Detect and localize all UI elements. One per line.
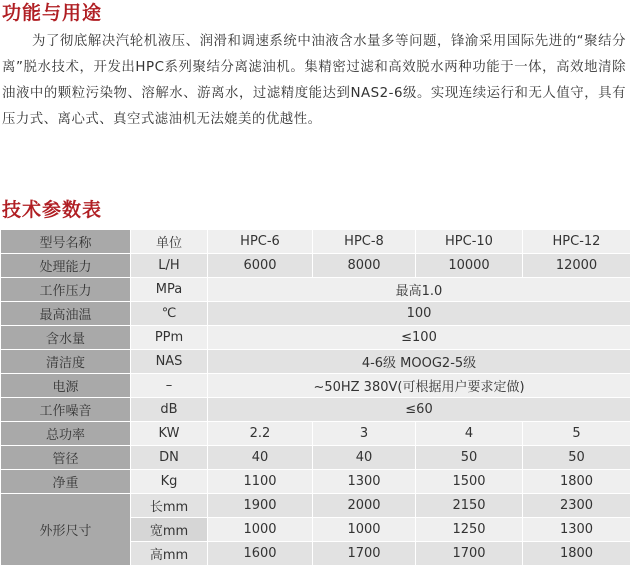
row-value-cell: 100: [208, 302, 630, 326]
table-row-water: [1, 326, 630, 350]
row-value-cell: 5: [523, 422, 630, 446]
row-label-cell: 电源: [1, 374, 131, 398]
row-unit-cell: Kg: [131, 470, 208, 494]
row-unit-cell: 长mm: [131, 494, 208, 518]
row-value-cell: 50: [416, 446, 523, 470]
table-row-cleanliness: [1, 350, 630, 374]
row-label-cell: 工作噪音: [1, 398, 131, 422]
row-value-cell: 1500: [416, 470, 523, 494]
row-value-cell: 1800: [523, 470, 630, 494]
header-model-cell: HPC-8: [313, 230, 416, 254]
row-label-cell: 处理能力: [1, 254, 131, 278]
row-value-cell: 12000: [523, 254, 630, 278]
row-value-cell: ≤100: [208, 326, 630, 350]
row-value-cell: 1900: [208, 494, 313, 518]
row-value-cell: 1700: [313, 542, 416, 566]
row-unit-cell: KW: [131, 422, 208, 446]
row-label-cell: 最高油温: [1, 302, 131, 326]
row-value-cell: 40: [208, 446, 313, 470]
row-value-cell: 1300: [313, 470, 416, 494]
row-value-cell: ≤60: [208, 398, 630, 422]
row-value-cell: 10000: [416, 254, 523, 278]
row-label-cell: 净重: [1, 470, 131, 494]
row-value-cell: 1000: [208, 518, 313, 542]
row-label-cell: 总功率: [1, 422, 131, 446]
row-value-cell: 1250: [416, 518, 523, 542]
table-row-pipe: [1, 446, 630, 470]
header-model-cell: HPC-10: [416, 230, 523, 254]
row-unit-cell: ℃: [131, 302, 208, 326]
header-model-cell: HPC-12: [523, 230, 630, 254]
table-row-total-power: [1, 422, 630, 446]
row-label-cell: 外形尺寸: [1, 494, 131, 566]
row-unit-cell: –: [131, 374, 208, 398]
row-value-cell: 40: [313, 446, 416, 470]
row-value-cell: 2300: [523, 494, 630, 518]
intro-paragraph: 为了彻底解决汽轮机液压、润滑和调速系统中油液含水量多等问题，锋渝采用国际先进的“聚结分离”脱水技术，开发出HPC系列聚结分离滤油机。集精密过滤和高效脱水两种功能于一体，高效地清除油液中的颗粒污染物、溶解水、游离水，过滤精度能达到NAS2-6级。实现连续运行和无人值守，具有压力式、离心式、真空式滤油机无法媲美的优越性。: [2, 34, 626, 127]
row-label-cell: 清洁度: [1, 350, 131, 374]
header-label-cell: 型号名称: [1, 230, 131, 254]
row-value-cell: 50: [523, 446, 630, 470]
row-unit-cell: dB: [131, 398, 208, 422]
row-unit-cell: L/H: [131, 254, 208, 278]
table-row-dimension-length: [1, 494, 630, 518]
table-row-header: [1, 230, 630, 254]
row-value-cell: 4-6级 MOOG2-5级: [208, 350, 630, 374]
row-unit-cell: 高mm: [131, 542, 208, 566]
row-unit-cell: PPm: [131, 326, 208, 350]
header-unit-cell: 单位: [131, 230, 208, 254]
row-value-cell: 6000: [208, 254, 313, 278]
row-label-cell: 工作压力: [1, 278, 131, 302]
row-value-cell: 1300: [523, 518, 630, 542]
row-label-cell: 管径: [1, 446, 131, 470]
row-unit-cell: NAS: [131, 350, 208, 374]
row-unit-cell: 宽mm: [131, 518, 208, 542]
row-value-cell: 2150: [416, 494, 523, 518]
row-unit-cell: DN: [131, 446, 208, 470]
row-value-cell: 1800: [523, 542, 630, 566]
row-value-cell: 最高1.0: [208, 278, 630, 302]
table-row-pressure: [1, 278, 630, 302]
row-value-cell: 3: [313, 422, 416, 446]
row-value-cell: 1000: [313, 518, 416, 542]
table-row-power-supply: [1, 374, 630, 398]
row-value-cell: 2.2: [208, 422, 313, 446]
row-value-cell: 1600: [208, 542, 313, 566]
row-unit-cell: MPa: [131, 278, 208, 302]
row-value-cell: ~50HZ 380V(可根据用户要求定做): [208, 374, 630, 398]
section-title-parameters: 技术参数表: [2, 199, 103, 221]
section-title-function: 功能与用途: [2, 2, 103, 24]
row-value-cell: 4: [416, 422, 523, 446]
table-row-noise: [1, 398, 630, 422]
table-row-capacity: [1, 254, 630, 278]
table-row-oil-temp: [1, 302, 630, 326]
row-label-cell: 含水量: [1, 326, 131, 350]
row-value-cell: 8000: [313, 254, 416, 278]
header-model-cell: HPC-6: [208, 230, 313, 254]
row-value-cell: 1700: [416, 542, 523, 566]
row-value-cell: 2000: [313, 494, 416, 518]
spec-table: [0, 229, 630, 566]
table-row-weight: [1, 470, 630, 494]
row-value-cell: 1100: [208, 470, 313, 494]
